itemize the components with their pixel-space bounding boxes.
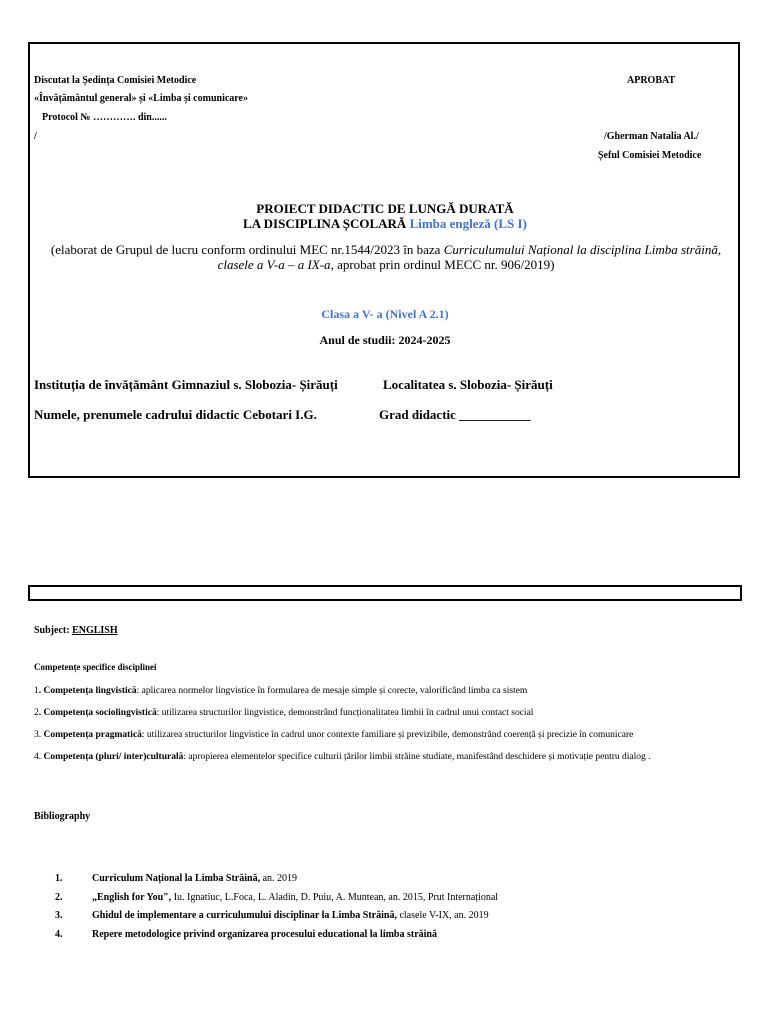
subject-value: ENGLISH	[72, 625, 118, 636]
bibliography-item	[55, 892, 498, 904]
institution-line: Instituția de învățământ Gimnaziul s. Slobozia- Șirăuți	[34, 377, 338, 392]
bibliography-heading: Bibliography	[34, 811, 91, 822]
competence-number: 4	[34, 752, 39, 762]
competence-item: 4. Competența (pluri/ inter)culturală: apropierea elementelor specifice culturii țărilor limbii străine studiate, manifestând deschidere și motivație pentru dialog .	[34, 752, 651, 762]
competence-number: 2	[34, 708, 39, 718]
competence-name: Competența sociolingvistică	[43, 708, 157, 718]
subject-label: Subject:	[34, 625, 73, 636]
discipline-label: LA DISCIPLINA ȘCOLARĂ	[243, 216, 407, 231]
bibliography-details: an. 2019	[260, 873, 298, 884]
teaching-grade-line: Grad didactic ___________	[379, 407, 531, 422]
teacher-line: Numele, prenumele cadrului didactic Cebotari I.G.	[34, 407, 317, 422]
competence-description: : aplicarea normelor lingvistice în formularea de mesaje simple și corecte, valorificând limba ca sistem	[136, 686, 528, 696]
competence-item: 2. Competența sociolingvistică: utilizarea structurilor lingvistice, demonstrând funcționalitatea limbii în cadrul unui contact social	[34, 708, 534, 718]
competences-heading: Competențe specifice disciplinei	[34, 662, 157, 672]
competence-name: Competența lingvistică	[43, 686, 137, 696]
bibliography-number: 2.	[55, 892, 63, 903]
competence-name: Competența (pluri/ inter)culturală	[43, 752, 184, 762]
elaboration-note	[34, 242, 738, 272]
signature-slash: /	[34, 131, 37, 142]
elaboration-text: (elaborat de Grupul de lucru conform ordinului MEC nr.1544/2023 în baza	[50, 242, 444, 257]
bibliography-title: „English for You",	[92, 892, 172, 903]
competence-number: 3	[34, 730, 39, 740]
approval-order-text: , aprobat prin ordinul MECC nr. 906/2019)	[330, 257, 555, 272]
school-year: Anul de studii: 2024-2025	[319, 333, 451, 347]
document-title: PROIECT DIDACTIC DE LUNGĂ DURATĂ	[256, 201, 514, 216]
curriculum-reference: Curriculumului Național la disciplina Limba străină, clasele a V-a – a IX-a	[217, 242, 722, 272]
approver-name: /Gherman Natalia Al./	[604, 131, 699, 142]
approved-label: APROBAT	[627, 75, 676, 86]
bibliography-title: Curriculum Național la Limba Străină,	[92, 873, 261, 884]
competence-description: : utilizarea structurilor lingvistice, demonstrând funcționalitatea limbii în cadrul unui contact social	[156, 708, 534, 718]
competence-item: 3. Competența pragmatică: utilizarea structurilor lingvistice în cadrul unor contexte familiare și previzibile, demonstrând coerență și precizie în comunicare	[34, 730, 634, 740]
bibliography-details: clasele V-IX, an. 2019	[396, 910, 489, 921]
approver-role: Șeful Comisiei Metodice	[598, 150, 702, 161]
competence-number: 1	[34, 686, 39, 696]
locality-line: Localitatea s. Slobozia- Șirăuți	[383, 377, 553, 392]
approval-discussed-line: Discutat la Ședința Comisiei Metodice	[34, 75, 197, 86]
bibliography-details: Iu. Ignatiuc, L.Foca, L. Aladin, D. Puiu, A. Muntean, an. 2015, Prut Internațional	[171, 892, 499, 903]
bibliography-number: 3.	[55, 910, 63, 921]
bibliography-number: 4.	[55, 929, 63, 940]
bibliography-title: Ghidul de implementare a curriculumului disciplinar la Limba Străină,	[92, 910, 397, 921]
bibliography-item	[55, 910, 489, 922]
bibliography-item	[55, 929, 437, 941]
discipline-subject: Limba engleză (LS I)	[409, 216, 527, 231]
bibliography-number: 1.	[55, 873, 63, 884]
section-divider-frame	[28, 585, 742, 601]
class-level: Clasa a V- a (Nivel A 2.1)	[321, 307, 449, 321]
protocol-line: Protocol № …………. din......	[42, 112, 167, 123]
document-subtitle	[28, 216, 742, 231]
bibliography-title: Repere metodologice privind organizarea procesului educational la limba străină	[92, 929, 437, 940]
subject-line	[34, 625, 118, 637]
approval-committee-line: «Învățământul general» și «Limba și comunicare»	[34, 93, 248, 104]
competence-description: : apropierea elementelor specifice culturii țărilor limbii străine studiate, manifestând deschidere și motivație pentru dialog .	[183, 752, 651, 762]
competence-description: : utilizarea structurilor lingvistice în cadrul unor contexte familiare și previzibile, demonstrând coerență și precizie în comunicare	[141, 730, 634, 740]
competence-name: Competența pragmatică	[43, 730, 142, 740]
competence-item: 1. Competența lingvistică: aplicarea normelor lingvistice în formularea de mesaje simple și corecte, valorificând limba ca sistem	[34, 686, 528, 696]
bibliography-item	[55, 873, 297, 885]
